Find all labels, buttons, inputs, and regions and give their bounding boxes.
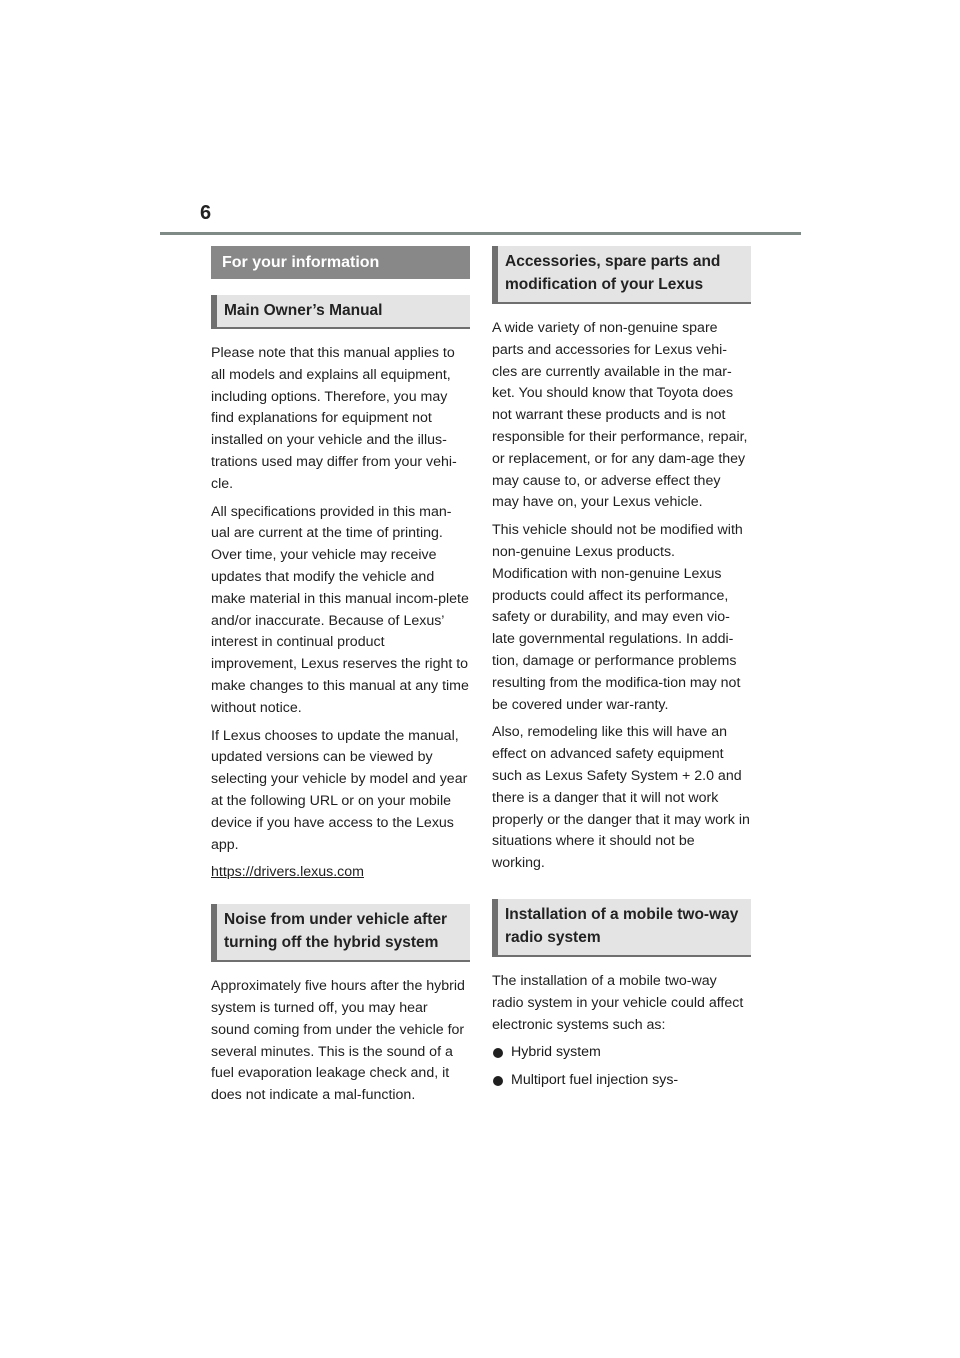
accessories-paragraph: A wide variety of non-genuine spare parts and accessories for Lexus vehi-cles are currently available in the mar-ket. You should know that Toyota does not warrant these products and is not responsible for their performance, repair, or replacement, or for any dam-age they may cause to, or adverse effect they may have on, your Lexus vehicle. — [492, 320, 748, 511]
list-item — [492, 1070, 751, 1092]
noise-paragraph: Approximately five hours after the hybrid system is turned off, you may hear sound coming from under the vehicle for several minutes. This is the sound of a fuel evaporation leakage check and, it does not indicate a mal-function. — [211, 978, 465, 1104]
page-number: 6 — [200, 202, 212, 224]
list-item-label: Hybrid system — [511, 1044, 601, 1061]
radio-heading: Installation of a mobile two-way radio system — [492, 899, 751, 957]
main-manual-heading: Main Owner’s Manual — [211, 295, 470, 329]
section-title: For your information — [211, 246, 470, 279]
main-manual-paragraph: Please note that this manual applies to all models and explains all equipment, including options. Therefore, you may find explanations for equipment not installed on your vehicle and the illus-trations used may differ from your vehi-cle. — [211, 345, 457, 492]
list-item-label: Multiport fuel injection sys- — [511, 1072, 679, 1089]
accessories-paragraph: This vehicle should not be modified with non-genuine Lexus products. Modification with non-genuine Lexus products could affect its performance, safety or durability, and may even vio-late governmental regulations. In addi-tion, damage or performance problems resulting from the modifica-tion may not be covered under war-ranty. — [492, 522, 743, 713]
header-divider — [160, 232, 801, 235]
right-column — [492, 246, 751, 1098]
radio-paragraph: The installation of a mobile two-way radio system in your vehicle could affect electronic systems such as: — [492, 972, 744, 1033]
left-column — [211, 246, 470, 1113]
main-manual-paragraph: If Lexus chooses to update the manual, updated versions can be viewed by selecting your vehicle by model and year at the following URL or on your mobile device if you have access to the Lexus app. — [211, 727, 468, 853]
bullet-icon — [493, 1076, 503, 1086]
main-manual-paragraph: All specifications provided in this man-ual are current at the time of printing. Over time, your vehicle may receive updates that modify the vehicle and make material in this manual incom-plete and/or inaccurate. Because of Lexus’ interest in continual product improvement, Lexus reserves the right to make changes to this manual at any time without notice. — [211, 503, 469, 716]
list-item — [492, 1042, 751, 1064]
noise-heading: Noise from under vehicle after turning off the hybrid system — [211, 904, 470, 962]
accessories-heading: Accessories, spare parts and modification of your Lexus — [492, 246, 751, 304]
bullet-icon — [493, 1048, 503, 1058]
drivers-url-link[interactable]: https://drivers.lexus.com — [211, 864, 364, 881]
accessories-paragraph: Also, remodeling like this will have an effect on advanced safety equipment such as Lexus Safety System + 2.0 and there is a danger that it will not work properly or the danger that it may work in situations where it should not be working. — [492, 724, 750, 872]
